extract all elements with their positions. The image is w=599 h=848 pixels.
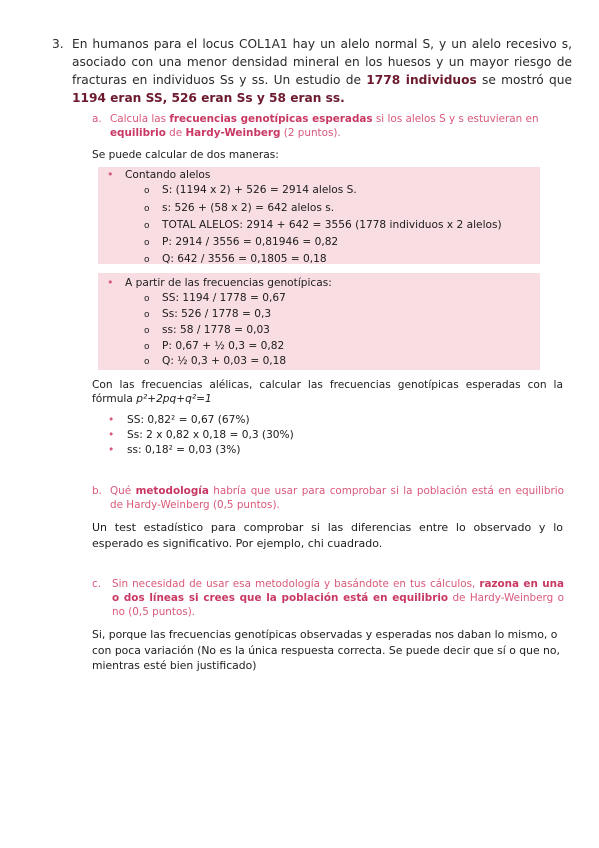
part-a-t1: Calcula las — [110, 113, 170, 125]
circle-bullet-icon: o — [144, 326, 150, 336]
box1-item: S: (1194 x 2) + 526 = 2914 alelos S. — [162, 184, 357, 196]
part-a-intro: Se puede calcular de dos maneras: — [92, 149, 279, 161]
part-a-t2: si los alelos S y s estuvieran en — [372, 113, 539, 125]
part-b-bold1: metodología — [135, 485, 209, 497]
question-bold-individuals: 1778 individuos — [366, 73, 477, 87]
box2-heading: A partir de las frecuencias genotípicas: — [125, 277, 332, 289]
part-a-letter: a. — [92, 113, 102, 125]
circle-bullet-icon: o — [144, 294, 150, 304]
question-number: 3. — [52, 37, 64, 51]
part-b-answer: Un test estadístico para comprobar si las diferencias entre lo observado y lo esperado es significativo. Por ejemplo, chi cuadrado. — [92, 521, 563, 550]
bullet-icon: • — [108, 414, 115, 426]
circle-bullet-icon: o — [144, 310, 150, 320]
bullet-icon: • — [108, 444, 115, 456]
box1-item: P: 2914 / 3556 = 0,81946 = 0,82 — [162, 236, 339, 248]
result-item: ss: 0,18² = 0,03 (3%) — [127, 444, 241, 456]
box1-heading: Contando alelos — [125, 169, 211, 181]
part-c-t1: Sin necesidad de usar esa metodología y basándote en tus cálculos, — [112, 578, 480, 590]
circle-bullet-icon: o — [144, 342, 150, 352]
box2-item: SS: 1194 / 1778 = 0,67 — [162, 292, 286, 304]
question-text-b: se mostró que — [476, 73, 572, 87]
method-box-genotypic — [98, 273, 540, 370]
question-3 — [52, 35, 572, 107]
box1-item: TOTAL ALELOS: 2914 + 642 = 3556 (1778 individuos x 2 alelos) — [162, 219, 502, 231]
part-c-letter: c. — [92, 578, 102, 590]
box2-item: Q: ½ 0,3 + 0,03 = 0,18 — [162, 355, 287, 367]
part-c-t2: de Hardy-Weinberg o no (0,5 puntos). — [112, 592, 564, 618]
circle-bullet-icon: o — [144, 357, 150, 367]
part-b-prompt — [92, 484, 564, 512]
circle-bullet-icon: o — [144, 238, 150, 248]
part-a-t3: de — [165, 127, 186, 139]
expected-frequencies-list — [108, 413, 408, 461]
part-a-bold3: Hardy-Weinberg — [185, 127, 281, 139]
part-b-t2: habría que usar para comprobar si la población está en equilibrio de Hardy-Weinberg (0,5 puntos). — [110, 485, 564, 511]
part-c-prompt — [92, 577, 564, 619]
part-b-letter: b. — [92, 485, 102, 497]
bullet-icon: • — [108, 429, 115, 441]
part-a-t4: (2 puntos). — [280, 127, 341, 139]
box1-item: s: 526 + (58 x 2) = 642 alelos s. — [162, 202, 335, 214]
part-a-prompt — [92, 112, 564, 140]
circle-bullet-icon: o — [144, 255, 150, 265]
question-text — [72, 35, 572, 107]
part-b-t1: Qué — [110, 485, 136, 497]
part-a-after-text: Con las frecuencias alélicas, calcular las frecuencias genotípicas esperadas con la fórmula — [92, 379, 563, 405]
part-c-bold1: razona en una o dos líneas si crees que la población está en equilibrio — [112, 578, 565, 604]
result-item: Ss: 2 x 0,82 x 0,18 = 0,3 (30%) — [127, 429, 294, 441]
question-bold-genotypes: 1194 eran SS, 526 eran Ss y 58 eran ss. — [72, 91, 345, 105]
part-a-formula-text — [92, 378, 563, 406]
part-c-answer: Si, porque las frecuencias genotípicas observadas y esperadas nos daban lo mismo, o con poca variación (No es la única respuesta correcta. Se puede decir que sí o que no, mientras esté bien justificado) — [92, 628, 560, 672]
box2-item: Ss: 526 / 1778 = 0,3 — [162, 308, 272, 320]
bullet-icon: • — [107, 168, 114, 181]
method-box-alleles — [98, 167, 540, 264]
circle-bullet-icon: o — [144, 186, 150, 196]
box2-item: ss: 58 / 1778 = 0,03 — [162, 324, 270, 336]
box2-item: P: 0,67 + ½ 0,3 = 0,82 — [162, 340, 285, 352]
result-item: SS: 0,82² = 0,67 (67%) — [127, 414, 250, 426]
hardy-weinberg-formula: p²+2pq+q²=1 — [136, 393, 212, 405]
question-text-a: En humanos para el locus COL1A1 hay un alelo normal S, y un alelo recesivo s, asociado con una menor densidad mineral en los huesos y un mayor riesgo de fracturas en individuos Ss y ss. Un estudio de — [72, 37, 572, 87]
circle-bullet-icon: o — [144, 221, 150, 231]
circle-bullet-icon: o — [144, 204, 150, 214]
box1-item: Q: 642 / 3556 = 0,1805 = 0,18 — [162, 253, 327, 265]
part-a-bold2: equilibrio — [110, 127, 166, 139]
part-a-bold1: frecuencias genotípicas esperadas — [169, 113, 373, 125]
bullet-icon: • — [107, 276, 114, 289]
